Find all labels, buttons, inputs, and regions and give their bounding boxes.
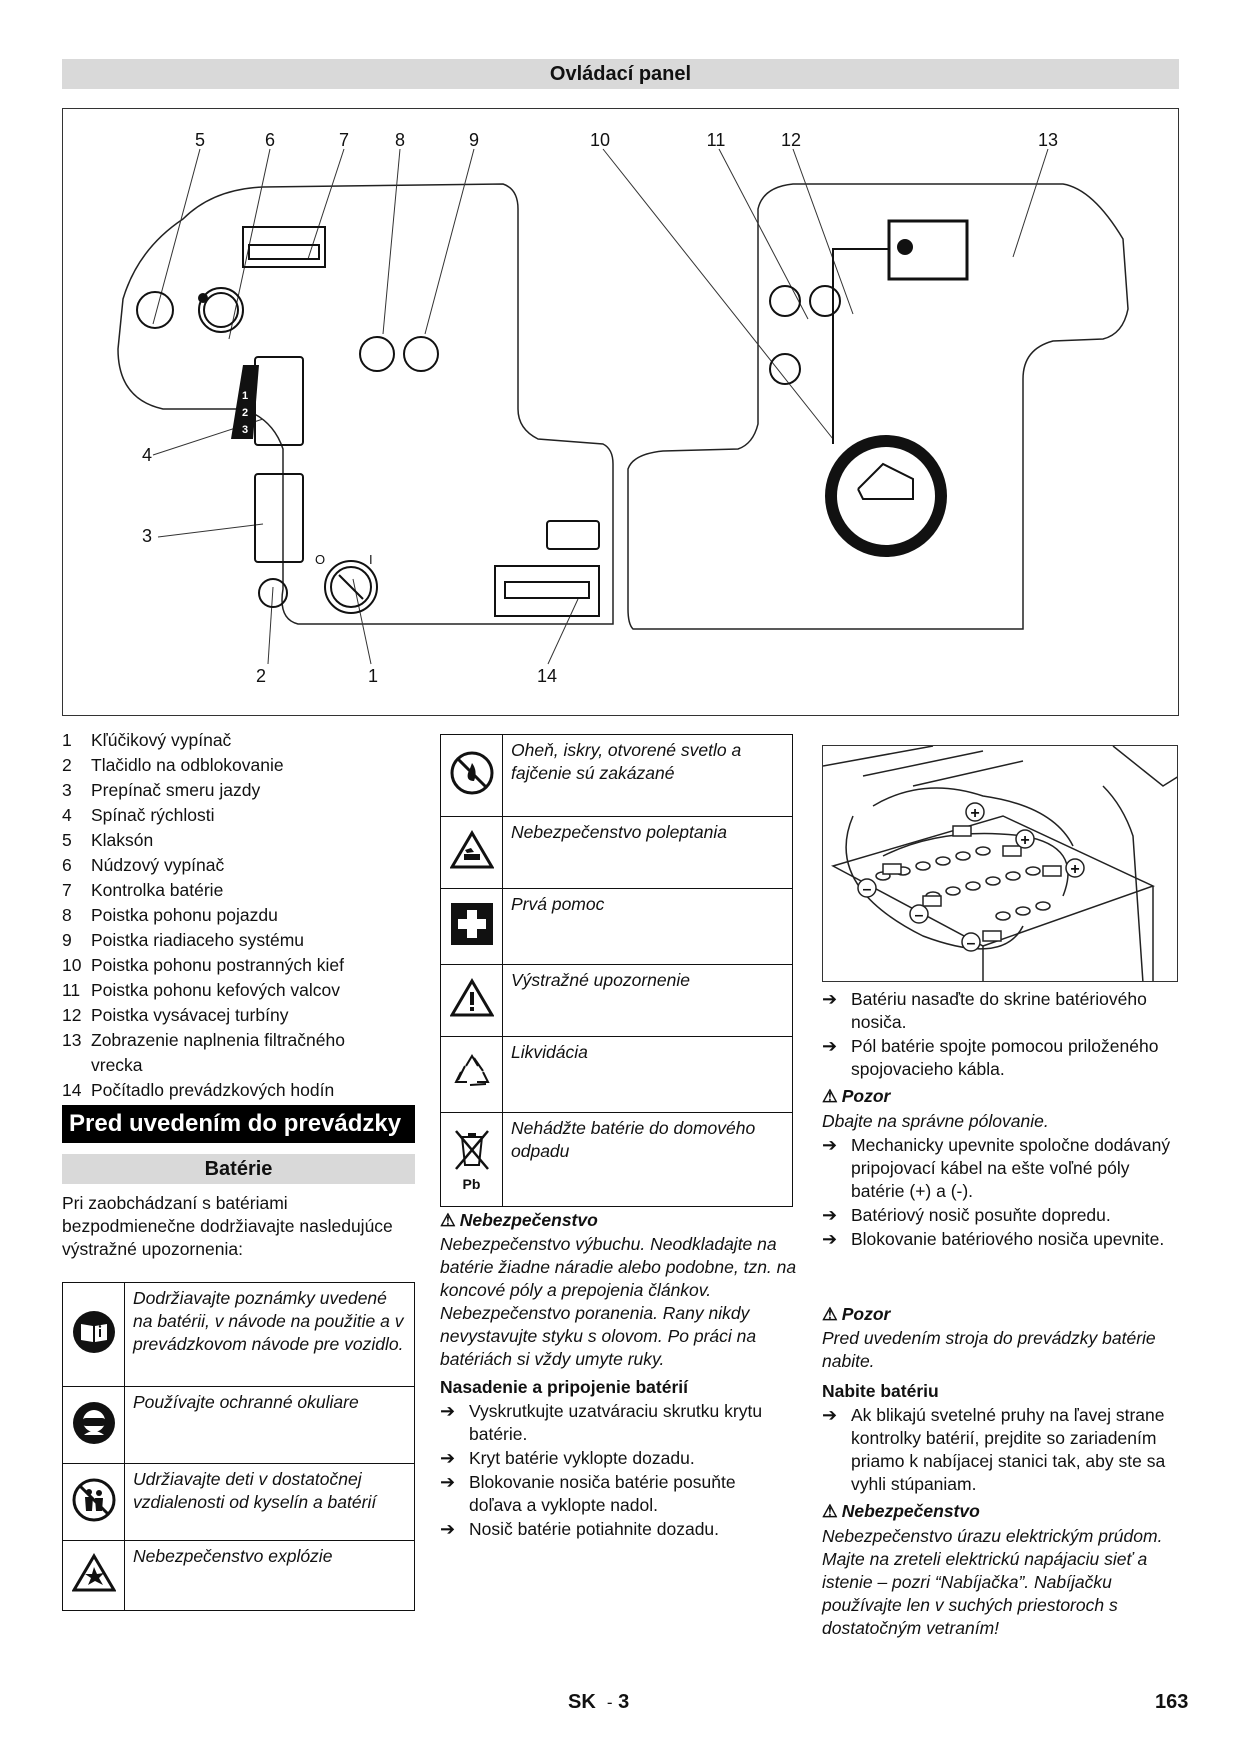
arrow-icon: ➔ xyxy=(440,1519,456,1539)
control-panel-figure xyxy=(62,108,1179,716)
callout-6: 6 xyxy=(264,130,276,150)
arrow-icon: ➔ xyxy=(440,1472,456,1492)
speed-switch xyxy=(255,357,303,445)
speed-level-1: 1 xyxy=(241,390,249,402)
section-heading: Pred uvedením do prevádzky xyxy=(62,1105,415,1143)
footer-language: SK - 3 xyxy=(568,1691,630,1713)
list-item: ➔ Blokovanie batériového nosiča upevnite. xyxy=(822,1229,1165,1249)
legend-item: 9 Poistka riadiaceho systému xyxy=(62,930,305,950)
legend-item: 8 Poistka pohonu pojazdu xyxy=(62,905,278,925)
crossed-bin-icon xyxy=(441,1113,503,1207)
callout-8: 8 xyxy=(394,130,406,150)
no-fire-icon xyxy=(441,735,503,817)
install-heading: Nasadenie a pripojenie batérií xyxy=(440,1377,688,1397)
speed-level-3: 3 xyxy=(241,424,249,436)
svg-text:+: + xyxy=(1020,832,1030,849)
list-item: ➔ Kryt batérie vyklopte dozadu. xyxy=(440,1448,695,1468)
legend-item: 14 Počítadlo prevádzkových hodín xyxy=(62,1080,335,1100)
legend-item: 6 Núdzový vypínač xyxy=(62,855,225,875)
danger-text-1: Nebezpečenstvo výbuchu. Neodkladajte na batérie žiadne náradie alebo podobne, tzn. na koncové póly a prepojenia článkov. Nebezpečenstvo poranenia. Rany nikdy nevystavujte styku s olovom. Po práci na batériách si vždy umyte ruky. xyxy=(440,1234,797,1369)
table-row xyxy=(441,817,793,889)
legend-item: 13 Zobrazenie naplnenia filtračného vrecka xyxy=(62,1030,345,1075)
right-steps-1 xyxy=(822,988,1177,1082)
fuse-side-brush xyxy=(770,354,800,384)
manual-label xyxy=(547,521,599,549)
table-row xyxy=(441,965,793,1037)
list-item: ➔ Batériový nosič posuňte dopredu. xyxy=(822,1205,1111,1225)
warning-text: Prvá pomoc xyxy=(503,889,793,965)
warning-text: Nehádžte batérie do domového odpadu xyxy=(503,1113,793,1207)
legend-item: 5 Klaksón xyxy=(62,830,154,850)
danger-heading-2: ⚠ Nebezpečenstvo xyxy=(822,1501,980,1521)
manual-icon xyxy=(63,1283,125,1387)
warning-text: Nebezpečenstvo explózie xyxy=(125,1541,415,1611)
explosion-icon xyxy=(63,1541,125,1611)
arrow-icon: ➔ xyxy=(822,1229,838,1249)
warning-text: Používajte ochranné okuliare xyxy=(125,1387,415,1464)
warning-text: Dodržiavajte poznámky uvedené na batérii, v návode na použitie a v prevádzkovom návode pre vozidlo. xyxy=(125,1283,415,1387)
charge-heading: Nabite batériu xyxy=(822,1381,939,1401)
arrow-icon: ➔ xyxy=(822,1205,838,1225)
arrow-icon: ➔ xyxy=(822,1405,838,1425)
arrow-icon: ➔ xyxy=(440,1448,456,1468)
svg-text:+: + xyxy=(1070,861,1080,878)
table-row xyxy=(441,1037,793,1113)
callout-14: 14 xyxy=(536,666,558,686)
panel-title: Ovládací panel xyxy=(62,59,1179,89)
hour-counter xyxy=(495,566,599,616)
left-panel-outline xyxy=(118,184,613,624)
callout-5: 5 xyxy=(194,130,206,150)
svg-text:–: – xyxy=(914,907,924,924)
caution-heading-2: ⚠ Pozor xyxy=(822,1304,891,1324)
battery-symbol-table xyxy=(440,734,793,1207)
page-number: 163 xyxy=(1155,1691,1189,1713)
fuse-control xyxy=(404,337,438,371)
list-item: ➔ Blokovanie nosiča batérie posuňte doľava a vyklopte nadol. xyxy=(440,1472,736,1515)
list-item: ➔ Vyskrutkujte uzatváraciu skrutku krytu batérie. xyxy=(440,1401,763,1444)
warning-triangle-icon xyxy=(441,965,503,1037)
key-position-on: I xyxy=(369,552,373,567)
callout-1: 1 xyxy=(367,666,379,686)
callout-4: 4 xyxy=(141,445,153,465)
lead-label: Pb xyxy=(462,1176,481,1192)
warning-text: Likvidácia xyxy=(503,1037,793,1113)
battery-carrier-drawing xyxy=(823,746,1178,982)
list-item: ➔ Mechanicky upevnite spoločne dodávaný pripojovací kábel na ešte voľné póly batérie (+) a (-). xyxy=(822,1135,1171,1201)
speed-level-2: 2 xyxy=(241,407,249,419)
callout-7: 7 xyxy=(338,130,350,150)
control-panel-drawing xyxy=(63,109,1180,717)
warning-text: Oheň, iskry, otvorené svetlo a fajčenie sú zakázané xyxy=(503,735,793,817)
legend-item: 12 Poistka vysávacej turbíny xyxy=(62,1005,289,1025)
battery-warning-table xyxy=(62,1282,415,1611)
svg-text:–: – xyxy=(862,881,872,898)
legend-item: 10 Poistka pohonu postranných kief xyxy=(62,955,344,975)
batteries-intro: Pri zaobchádzaní s batériami bezpodmienečne dodržiavajte nasledujúce výstražné upozornenia: xyxy=(62,1193,393,1259)
right-panel-outline xyxy=(628,184,1128,629)
danger-heading-1: ⚠ Nebezpečenstvo xyxy=(440,1210,598,1230)
list-item: ➔ Batériu nasaďte do skrine batériového nosiča. xyxy=(822,989,1147,1032)
legend-item: 7 Kontrolka batérie xyxy=(62,880,224,900)
callout-10: 10 xyxy=(589,130,611,150)
callout-3: 3 xyxy=(141,526,153,546)
filter-bag-symbol xyxy=(831,441,941,551)
warning-triangle-icon: ⚠ xyxy=(822,1086,838,1106)
caution-heading-1: ⚠ Pozor xyxy=(822,1086,891,1106)
warning-triangle-icon: ⚠ xyxy=(440,1210,456,1230)
table-row xyxy=(63,1283,415,1387)
list-item: ➔ Ak blikajú svetelné pruhy na ľavej strane kontrolky batérií, prejdite so zariadením priamo k nabíjacej stanici tak, aby ste sa vyhli stúpaniam. xyxy=(822,1405,1166,1494)
goggles-icon xyxy=(63,1387,125,1464)
table-row xyxy=(441,889,793,965)
callout-2: 2 xyxy=(255,666,267,686)
callout-12: 12 xyxy=(780,130,802,150)
callout-11: 11 xyxy=(706,130,726,150)
legend-item: 2 Tlačidlo na odblokovanie xyxy=(62,755,284,775)
table-row xyxy=(441,1113,793,1207)
warning-text: Výstražné upozornenie xyxy=(503,965,793,1037)
svg-text:–: – xyxy=(966,935,976,952)
right-steps-2 xyxy=(822,1134,1177,1252)
fuse-suction-turbine xyxy=(810,286,840,316)
battery-indicator xyxy=(243,227,325,267)
recycling-icon xyxy=(441,1037,503,1113)
callout-13: 13 xyxy=(1037,130,1059,150)
arrow-icon: ➔ xyxy=(822,989,838,1009)
warning-triangle-icon: ⚠ xyxy=(822,1304,838,1324)
horn-button xyxy=(137,292,173,328)
warning-triangle-icon: ⚠ xyxy=(822,1501,838,1521)
table-row xyxy=(63,1464,415,1541)
list-item: ➔ Pól batérie spojte pomocou priloženého spojovacieho kábla. xyxy=(822,1036,1159,1079)
children-prohibited-icon xyxy=(63,1464,125,1541)
danger-text-2: Nebezpečenstvo úrazu elektrickým prúdom. Majte na zreteli elektrickú napájaciu sieť a istenie – pozri “Nabíjačka”. Nabíjačku používajte len v suchých priestoroch s dostatočným vetraním! xyxy=(822,1526,1163,1638)
caution-text-1: Dbajte na správne pólovanie. xyxy=(822,1111,1049,1131)
battery-carrier-illustration xyxy=(822,745,1178,982)
legend-item: 1 Kľúčikový vypínač xyxy=(62,730,232,750)
install-steps xyxy=(440,1400,785,1542)
warning-text: Nebezpečenstvo poleptania xyxy=(503,817,793,889)
first-aid-icon xyxy=(441,889,503,965)
arrow-icon: ➔ xyxy=(822,1135,838,1155)
fuse-roller-brush xyxy=(770,286,800,316)
legend-item: 11 Poistka pohonu kefových valcov xyxy=(62,980,341,1000)
table-row xyxy=(63,1387,415,1464)
legend-item: 3 Prepínač smeru jazdy xyxy=(62,780,261,800)
arrow-icon: ➔ xyxy=(822,1036,838,1056)
batteries-heading: Batérie xyxy=(62,1154,415,1184)
charge-steps xyxy=(822,1404,1167,1497)
figure-legend xyxy=(62,728,422,1103)
arrow-icon: ➔ xyxy=(440,1401,456,1421)
table-row xyxy=(63,1541,415,1611)
legend-item: 4 Spínač rýchlosti xyxy=(62,805,215,825)
key-position-off: O xyxy=(315,552,326,567)
corrosive-icon xyxy=(441,817,503,889)
svg-text:+: + xyxy=(970,805,980,822)
caution-text-2: Pred uvedením stroja do prevádzky batérie nabite. xyxy=(822,1328,1156,1371)
warning-text: Udržiavajte deti v dostatočnej vzdialenosti od kyselín a batérií xyxy=(125,1464,415,1541)
direction-switch xyxy=(255,474,303,562)
fuse-drive xyxy=(360,337,394,371)
callout-9: 9 xyxy=(468,130,480,150)
list-item: ➔ Nosič batérie potiahnite dozadu. xyxy=(440,1519,720,1539)
table-row xyxy=(441,735,793,817)
